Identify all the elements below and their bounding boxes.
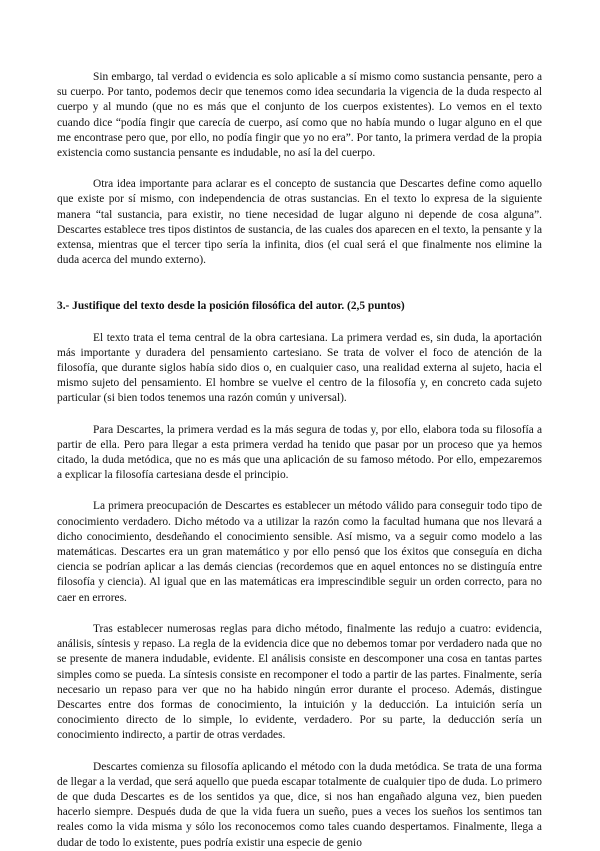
document-page [57, 70, 542, 851]
paragraph-substance-concept: Otra idea importante para aclarar es el concepto de sustancia que Descartes define como aquello que existe por sí mismo, con independencia de otras sustancias. En el texto lo expresa de la siguiente manera “tal sustancia, para existir, no tiene necesidad de lugar alguno ni depende de cosa alguna”. Descartes establece tres tipos distintos de sustancia, de las cuales dos aparecen en el texto, la pensante y la extensa, mientras que el tercer tipo sería la infinita, dios (el cual será el que finalmente nos elimine la duda acerca del mundo externo). [57, 178, 542, 267]
paragraph-central-theme: El texto trata el tema central de la obra cartesiana. La primera verdad es, sin duda, la aportación más importante y duradera del pensamiento cartesiano. Se trata de volver el foco de atención de la filosofía, que durante siglos había sido dios o, en cualquier caso, una realidad externa al sujeto, hacia el mismo sujeto del pensamiento. El hombre se vuelve el centro de la filosofía y, en concreto cada sujeto particular (si bien todos tenemos una razón común y universal). [57, 331, 542, 405]
paragraph-method: La primera preocupación de Descartes es establecer un método válido para conseguir todo tipo de conocimiento verdadero. Dicho método va a utilizar la razón como la facultad humana que nos llevará a dicho conocimiento, desdeñando el conocimiento sensible. Así mismo, va a seguir como modelo a las matemáticas. Descartes era un gran matemático y por ello pensó que los éxitos que conseguía en dicha ciencia se podrían aplicar a las demás ciencias (recordemos que en aquel entonces no se distinguía entre filosofía y ciencia). Al igual que en las matemáticas era imprescindible seguir un orden correcto, para no caer en errores. [57, 500, 542, 604]
paragraph-rules: Tras establecer numerosas reglas para dicho método, finalmente las redujo a cuatro: evidencia, análisis, síntesis y repaso. La regla de la evidencia dice que no debemos tomar por verdadero nada que no se presente de manera indudable, evidente. El análisis consiste en descomponer una cosa en tantas partes simples como se pueda. La síntesis consiste en recomponer el todo a partir de las partes. Finalmente, sería necesario un repaso para ver que no ha habido ningún error durante el proceso. Además, distingue Descartes entre dos formas de conocimiento, la intuición y la deducción. La intuición sería un conocimiento directo de lo simple, lo evidente, verdadero. Por su parte, la deducción sería un conocimiento indirecto, a partir de otras verdades. [57, 622, 542, 742]
paragraph-body-text: Sin embargo, tal verdad o evidencia es solo aplicable a sí mismo como sustancia pensante, pero a su cuerpo. Por tanto, podemos decir que tenemos como idea secundaria la vigencia de la duda respecto al cuerpo y al mundo (que no es más que el conjunto de los cuerpos existentes). Lo vemos en el texto cuando dice “podía fingir que carecía de cuerpo, así como que no había mundo o lugar alguno en el que me encontrase pero que, por ello, no podía fingir que yo no era”. Por tanto, la primera verdad de la propia existencia como sustancia pensante es indudable, no así la del cuerpo. [57, 71, 542, 160]
paragraph-first-truth: Para Descartes, la primera verdad es la más segura de todas y, por ello, elabora toda su filosofía a partir de ella. Pero para llegar a esta primera verdad ha tenido que pasar por un proceso que ya hemos citado, la duda metódica, que no es más que una aplicación de su famoso método. Por ello, empezaremos a explicar la filosofía cartesiana desde el principio. [57, 423, 542, 482]
paragraph-methodical-doubt: Descartes comienza su filosofía aplicando el método con la duda metódica. Se trata de una forma de llegar a la verdad, que será aquello que pueda escapar totalmente de cualquier tipo de duda. Lo primero de que duda Descartes es de los sentidos ya que, dice, si nos han engañado alguna vez, bien pueden hacerlo siempre. Después duda de que la vida fuera un sueño, pues a veces los sueños los sentimos tan reales como la vida misma y sólo los reconocemos como tales cuando despertamos. Finalmente, llega a dudar de todo lo existente, pues podría existir una especie de genio [57, 760, 542, 849]
section-heading: 3.- Justifique del texto desde la posición filosófica del autor. (2,5 puntos) [57, 300, 405, 313]
